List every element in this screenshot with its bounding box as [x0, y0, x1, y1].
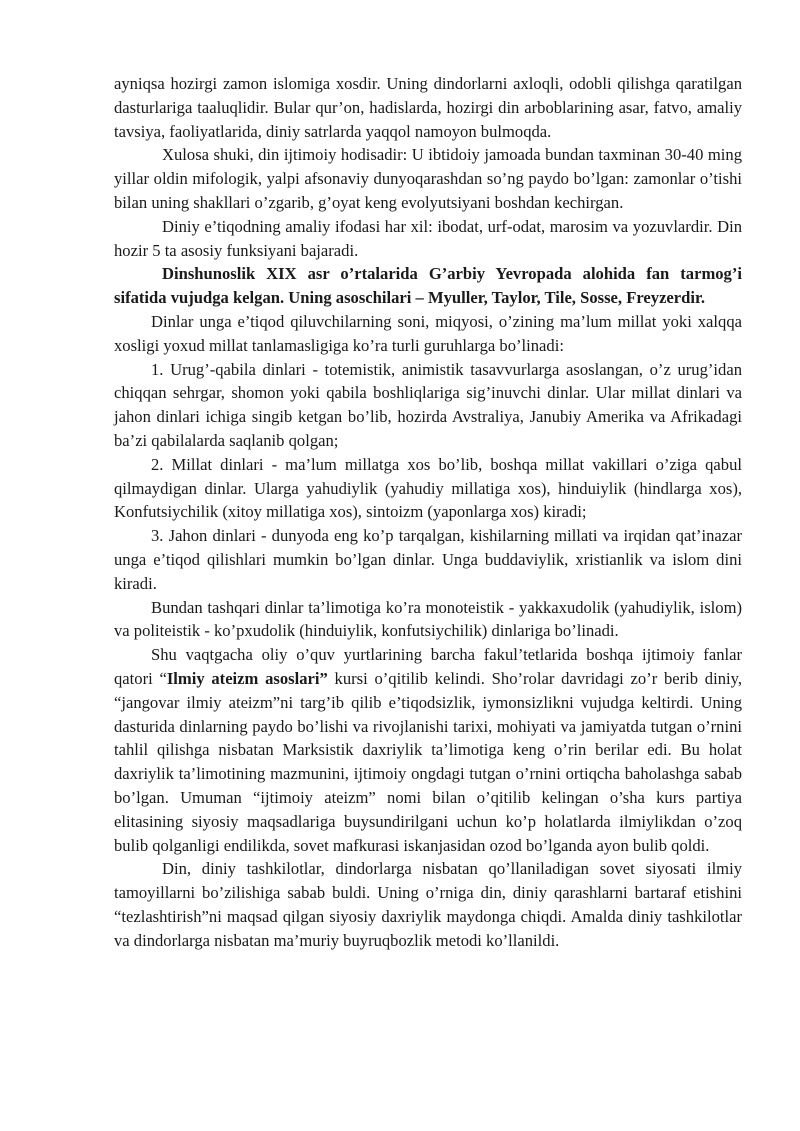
paragraph-4-bold: Dinshunoslik XIX asr o’rtalarida G’arbiy Yevropada alohida fan tarmog’i sifatida vujudga kelgan. Uning asoschilari – Myuller, Taylor, Tile, Sosse, Freyzerdir. — [114, 264, 742, 308]
paragraph-2: Xulosa shuki, din ijtimoiy hodisadir: U ibtidoiy jamoada bundan taxminan 30-40 ming yillar oldin mifologik, yalpi afsonaviy dunyoqarashdan so’ng paydo bo’lgan: zamonlar o’tishi bilan uning shakllari o’zgarib, g’oyat keng evolyutsiyani boshdan kechirgan. — [114, 145, 742, 212]
paragraph-9: Bundan tashqari dinlar ta’limotiga ko’ra monoteistik - yakkaxudolik (yahudiylik, islom) va politeistik - ko’pxudolik (hinduiylik, konfutsiychilik) dinlariga bo’linadi. — [114, 597, 742, 641]
course-title-bold: Ilmiy ateizm asoslari” — [166, 668, 328, 688]
document-page — [114, 72, 742, 952]
paragraph-10-rest: kursi o’qitilib kelindi. Sho’rolar davridagi zo’r berib diniy, “jangovar ilmiy ateizm”ni targ’ib qilib e’tiqodsizlik, iymonsizlikni vujudga keltirdi. Uning dasturida dinlarning paydo bo’lishi va rivojlanishi tarixi, mohiyati va jamiyatda tutgan o’rnini tahlil qilishga nisbatan Marksistik daxriylik ta’limotiga keng o’rin berilar edi. Bu holat daxriylik ta’limotining mazmunini, ijtimoiy ongdagi tutgan o’rnini ortiqcha baholashga sabab bo’lgan. Umuman “ijtimoiy ateizm” nomi bilan o’qitilib kelingan o’sha kurs partiya elitasining siyosiy maqsadlariga buysundirilgani uchun ko’p holatlarda ilmiylikdan o’zoq bulib qolganligi endilikda, sovet mafkurasi iskanjasidan ozod bo’lganda ayon bulib qoldi. — [114, 668, 742, 855]
paragraph-5: Dinlar unga e’tiqod qiluvchilarning soni, miqyosi, o’zining ma’lum millat yoki xalqqa xosligi yoxud millat tanlamasligiga ko’ra turli guruhlarga bo’linadi: — [114, 311, 742, 355]
paragraph-11: Din, diniy tashkilotlar, dindorlarga nisbatan qo’llaniladigan sovet siyosati ilmiy tamoyillarni bo’zilishiga sabab buldi. Uning o’rniga din, diniy qarashlarni bartaraf etishini “tezlashtirish”ni maqsad qilgan siyosiy daxriylik maydonga chiqdi. Amalda diniy tashkilotlar va dindorlarga nisbatan ma’muriy buyruqbozlik metodi ko’llanildi. — [114, 859, 742, 950]
list-item-1: 1. Urug’-qabila dinlari - totemistik, animistik tasavvurlarga asoslangan, o’z urug’idan chiqqan sehrgar, shomon yoki qabila boshliqlariga sig’inuvchi dinlar. Ular millat dinlari va jahon dinlari ichiga singib ketgan bo’lib, hozirda Avstraliya, Janubiy Amerika va Afrikadagi ba’zi qabilalarda saqlanib qolgan; — [114, 359, 742, 450]
paragraph-3: Diniy e’tiqodning amaliy ifodasi har xil: ibodat, urf-odat, marosim va yozuvlardir. Din hozir 5 ta asosiy funksiyani bajaradi. — [114, 216, 742, 260]
list-item-2: 2. Millat dinlari - ma’lum millatga xos bo’lib, boshqa millat vakillari o’ziga qabul qilmaydigan dinlar. Ularga yahudiylik (yahudiy millatiga xos), hinduiylik (hindlarga xos), Konfutsiychilik (xitoy millatiga xos), sintoizm (yaponlarga xos) kiradi; — [114, 454, 742, 522]
paragraph-1: ayniqsa hozirgi zamon islomiga xosdir. Uning dindorlarni axloqli, odobli qilishga qaratilgan dasturlariga taaluqlidir. Bular qur’on, hadislarda, hozirgi din arboblarining asar, fatvo, amaliy tavsiya, faoliyatlarida, diniy satrlarda yaqqol namoyon bulmoqda. — [114, 74, 742, 141]
paragraph-10 — [114, 643, 742, 857]
paragraph-10-start: Shu vaqtgacha oliy o’quv yurtlarining barcha fakul’tetlarida boshqa ijtimoiy fanlar qatori “ — [114, 645, 742, 688]
list-item-3: 3. Jahon dinlari - dunyoda eng ko’p tarqalgan, kishilarning millati va irqidan qat’inazar unga e’tiqod qilishlari mumkin bo’lgan dinlar. Unga buddaviylik, xristianlik va islom dini kiradi. — [114, 526, 742, 593]
